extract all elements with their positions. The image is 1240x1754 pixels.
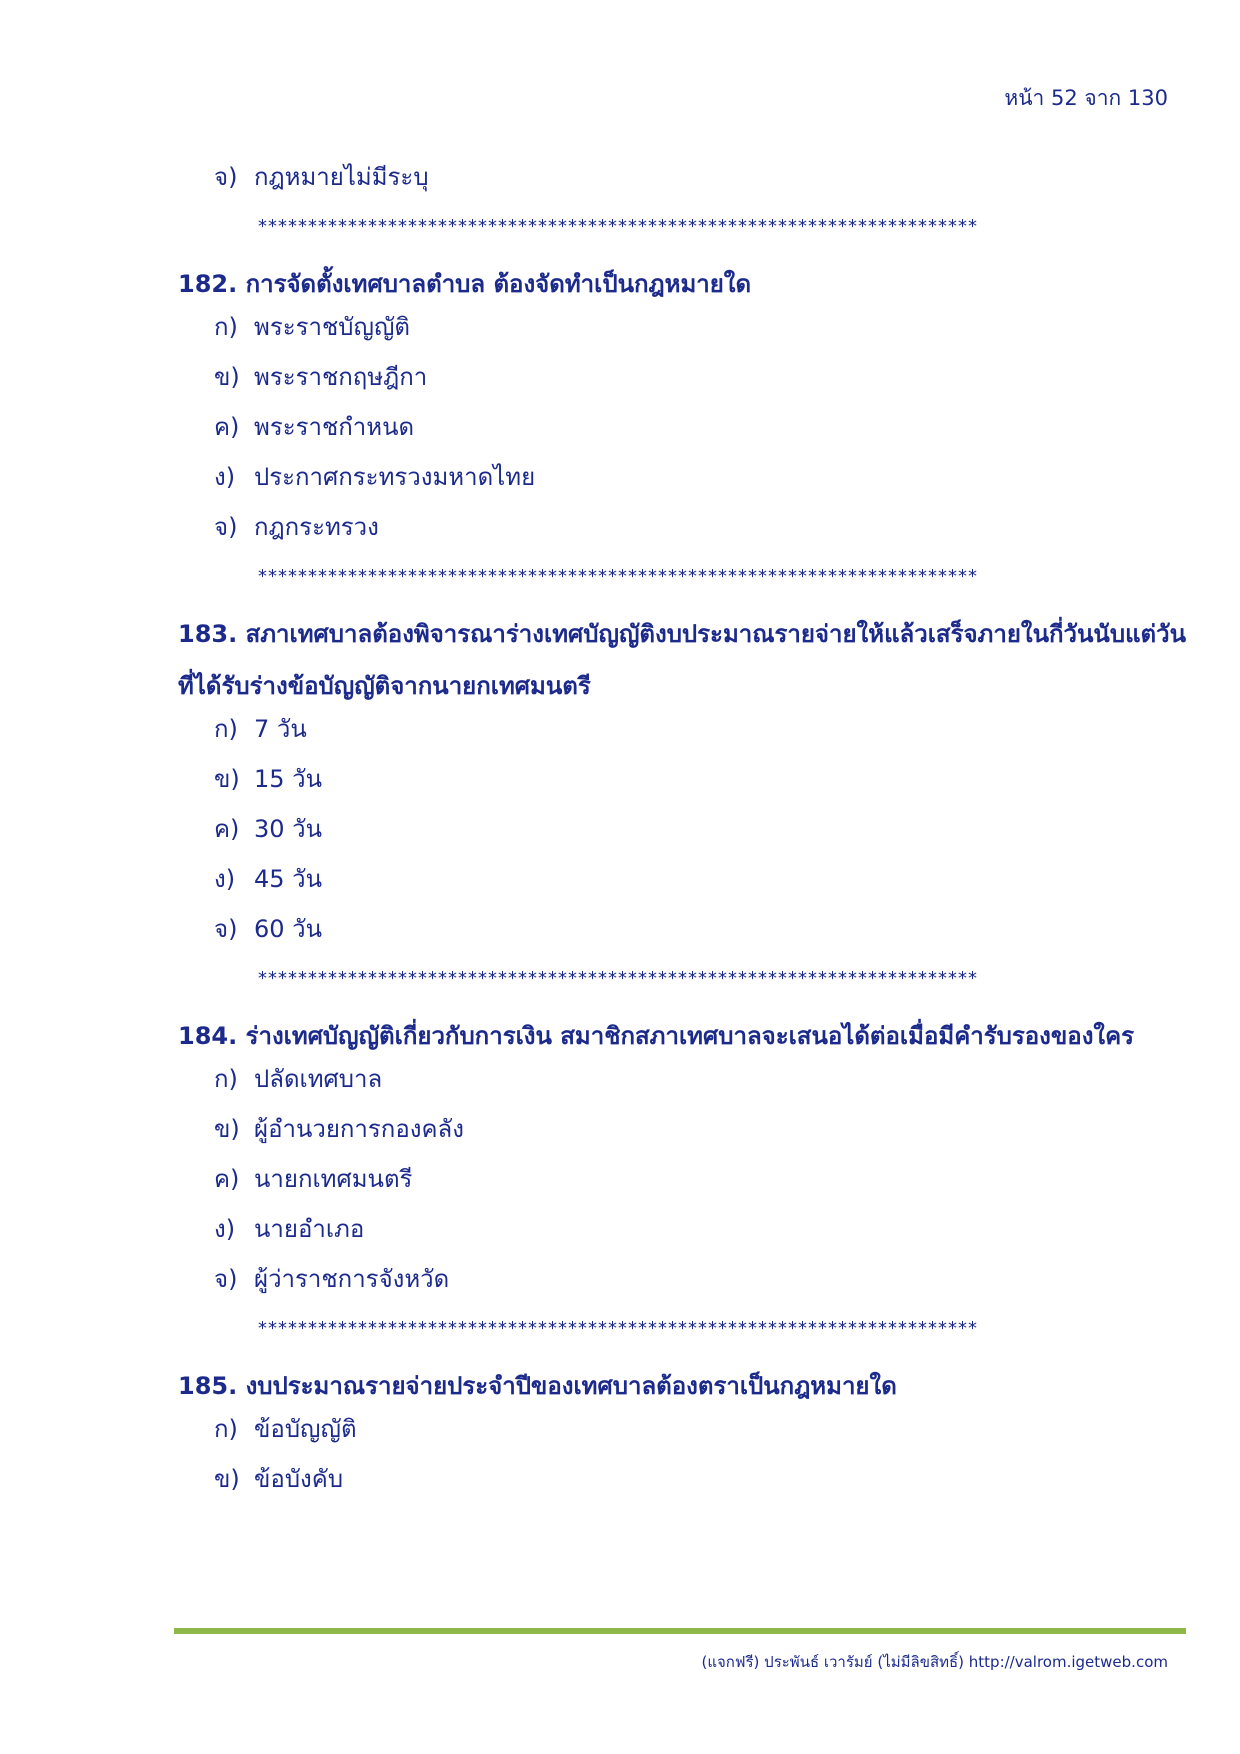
- choice-text: ข้อบังคับ: [254, 1465, 344, 1493]
- choice-item: [214, 1062, 1188, 1112]
- choice-item: [214, 510, 1188, 560]
- choice-letter: ง): [214, 463, 236, 491]
- choice-text: 30 วัน: [254, 815, 323, 843]
- choice-text: ผู้อำนวยการกองคลัง: [254, 1115, 464, 1143]
- choice-text: 7 วัน: [254, 715, 307, 743]
- separator: ************************************************************************: [258, 216, 978, 237]
- question-184: [178, 1010, 1188, 1062]
- question-number: 182.: [178, 270, 238, 298]
- footer-text: (แจกฟรี) ประพันธ์ เวารัมย์ (ไม่มีลิขสิทธิ์) http://valrom.igetweb.com: [701, 1653, 1168, 1671]
- choice-text: ผู้ว่าราชการจังหวัด: [254, 1265, 450, 1293]
- document-body: [178, 160, 1188, 1512]
- choice-text: กฎกระทรวง: [254, 513, 379, 541]
- choice-text: 15 วัน: [254, 765, 323, 793]
- choice-item: [214, 1412, 1188, 1462]
- choice-item: [214, 1462, 1188, 1512]
- choice-item: [214, 310, 1188, 360]
- question-number: 183.: [178, 620, 238, 648]
- choice-text: พระราชบัญญัติ: [254, 313, 410, 341]
- footer-rule: [174, 1628, 1186, 1634]
- choice-text: ปลัดเทศบาล: [254, 1065, 383, 1093]
- page-number: หน้า 52 จาก 130: [1004, 86, 1168, 110]
- choice-item: [214, 1212, 1188, 1262]
- choice-item: [214, 1262, 1188, 1312]
- choice-letter: ค): [214, 1165, 240, 1193]
- choice-text: กฎหมายไม่มีระบุ: [254, 163, 429, 191]
- question-182: [178, 258, 1188, 310]
- separator: ************************************************************************: [258, 1318, 978, 1339]
- choice-item: [214, 460, 1188, 510]
- choice-letter: ก): [214, 715, 238, 743]
- choice-letter: ค): [214, 815, 240, 843]
- choice-text: พระราชกำหนด: [254, 413, 415, 441]
- choice-letter: ข): [214, 363, 240, 391]
- choice-item: [214, 912, 1188, 962]
- question-text: งบประมาณรายจ่ายประจำปีของเทศบาลต้องตราเป็นกฎหมายใด: [245, 1372, 897, 1400]
- choice-letter: ค): [214, 413, 240, 441]
- choice-letter: ข): [214, 765, 240, 793]
- choice-letter: ก): [214, 1415, 238, 1443]
- separator: ************************************************************************: [258, 566, 978, 587]
- choice-text: พระราชกฤษฎีกา: [254, 363, 428, 391]
- choice-letter: ก): [214, 1065, 238, 1093]
- choice-letter: ข): [214, 1115, 240, 1143]
- choice-letter: ก): [214, 313, 238, 341]
- choice-item: [214, 410, 1188, 460]
- choice-item: [214, 712, 1188, 762]
- question-text: สภาเทศบาลต้องพิจารณาร่างเทศบัญญัติงบประมาณรายจ่ายให้แล้วเสร็จภายในกี่วันนับแต่วันที่ได้รับร่างข้อบัญญัติจากนายกเทศมนตรี: [178, 620, 1187, 700]
- choice-text: 45 วัน: [254, 865, 323, 893]
- question-number: 185.: [178, 1372, 238, 1400]
- choice-item: [214, 762, 1188, 812]
- question-text: ร่างเทศบัญญัติเกี่ยวกับการเงิน สมาชิกสภาเทศบาลจะเสนอได้ต่อเมื่อมีคำรับรองของใคร: [245, 1022, 1135, 1050]
- choice-text: ประกาศกระทรวงมหาดไทย: [254, 463, 536, 491]
- choice-letter: ง): [214, 865, 236, 893]
- choice-text: นายอำเภอ: [254, 1215, 365, 1243]
- question-text: การจัดตั้งเทศบาลตำบล ต้องจัดทำเป็นกฎหมายใด: [245, 270, 752, 298]
- choice-letter: จ): [214, 1265, 238, 1293]
- choice-letter: จ): [214, 915, 238, 943]
- question-185: [178, 1360, 1188, 1412]
- choice-letter: ง): [214, 1215, 236, 1243]
- choice-text: นายกเทศมนตรี: [254, 1165, 413, 1193]
- question-183: [178, 608, 1188, 712]
- separator: ************************************************************************: [258, 968, 978, 989]
- choice-item: [214, 1162, 1188, 1212]
- choice-item: [214, 360, 1188, 410]
- choice-item: [214, 812, 1188, 862]
- choice-letter: จ): [214, 163, 238, 191]
- choice-item: [214, 862, 1188, 912]
- choice-item: [214, 1112, 1188, 1162]
- choice-letter: ข): [214, 1465, 240, 1493]
- question-number: 184.: [178, 1022, 238, 1050]
- choice-text: 60 วัน: [254, 915, 323, 943]
- choice-item: [214, 160, 1188, 210]
- choice-letter: จ): [214, 513, 238, 541]
- choice-text: ข้อบัญญัติ: [254, 1415, 357, 1443]
